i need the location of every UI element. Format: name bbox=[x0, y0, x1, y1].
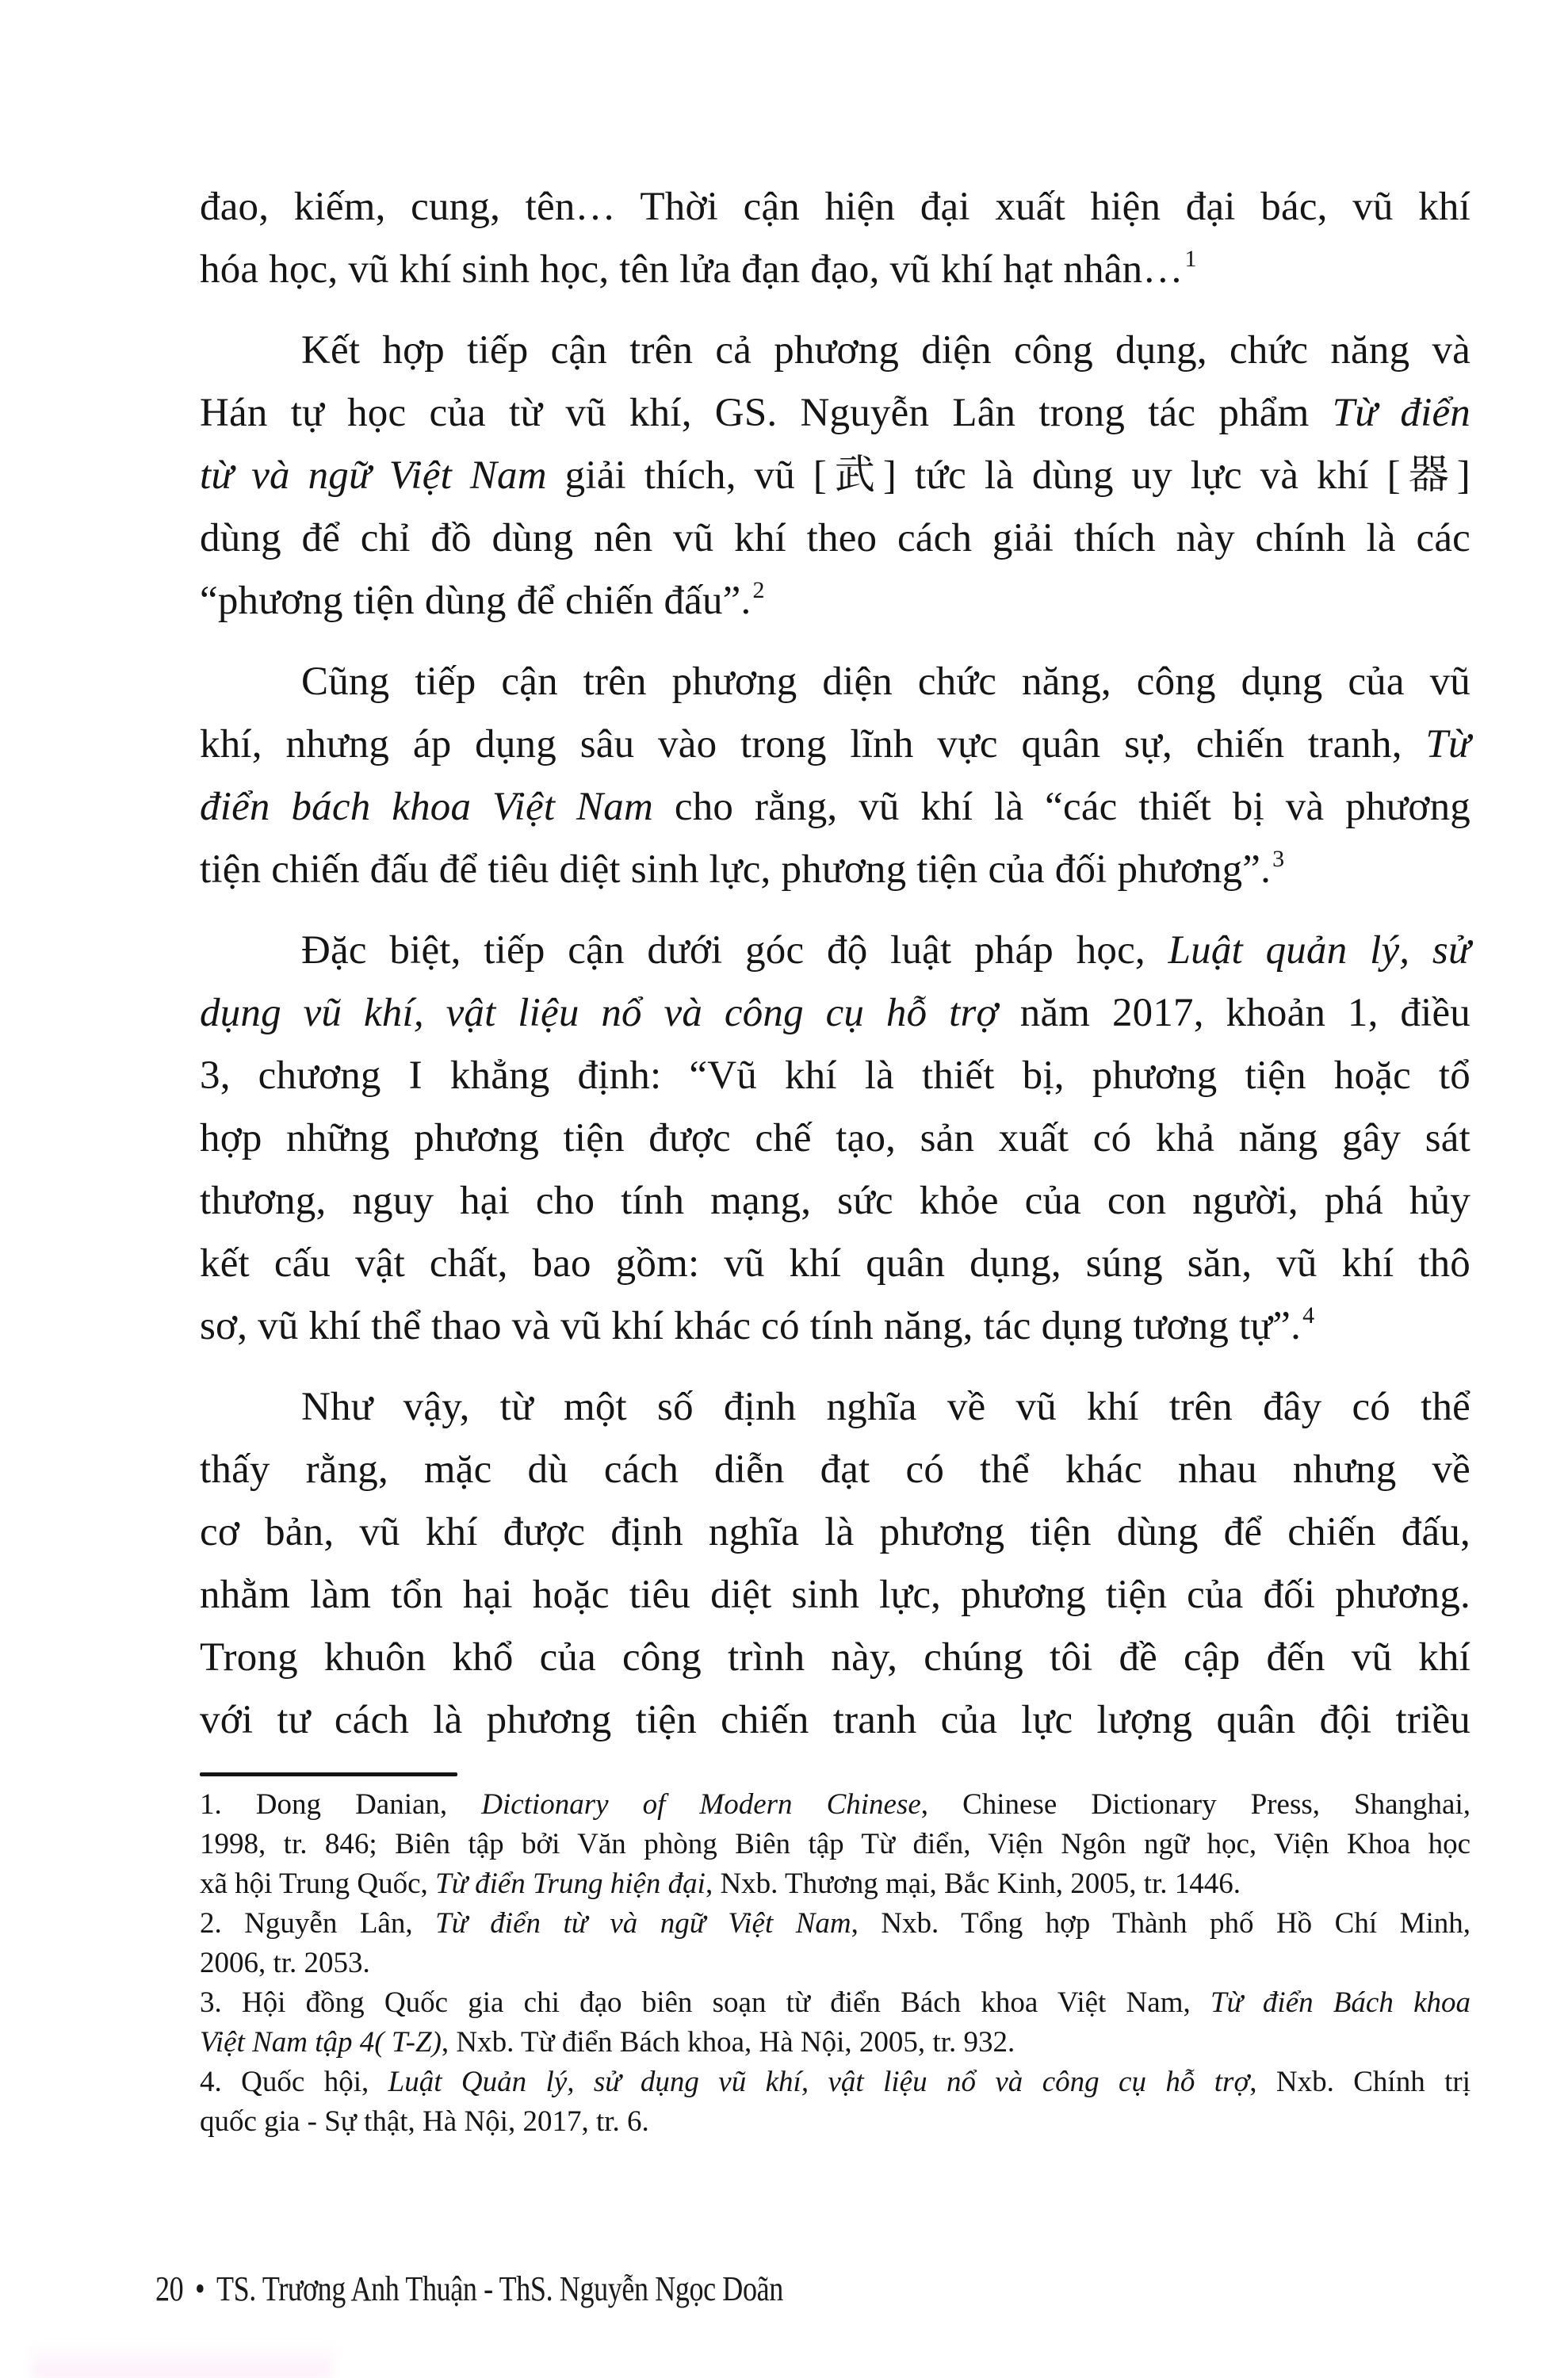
text-run: , Chinese Dictionary Press, Shanghai, bbox=[920, 1788, 1470, 1821]
text-run: 1. Dong Danian, bbox=[200, 1788, 482, 1821]
footnote-line bbox=[200, 1785, 1470, 1825]
footnotes-section bbox=[200, 1785, 1470, 2142]
footnote-line bbox=[200, 1944, 1470, 1983]
italic-title-text: điển bách khoa Việt Nam bbox=[200, 785, 654, 829]
paragraph bbox=[200, 651, 1470, 901]
text-line bbox=[200, 1170, 1470, 1233]
text-run: giải thích, vũ [武] tức là dùng uy lực và khí [器] bbox=[546, 453, 1470, 498]
footnote-item bbox=[200, 1904, 1470, 1983]
footnote-line bbox=[200, 2023, 1470, 2063]
text-line bbox=[200, 1501, 1470, 1564]
italic-title-text: Từ bbox=[1425, 722, 1470, 767]
text-line bbox=[200, 651, 1470, 713]
footnote-item bbox=[200, 1785, 1470, 1904]
text-run: sơ, vũ khí thể thao và vũ khí khác có tính năng, tác dụng tương tự”. bbox=[200, 1304, 1302, 1348]
text-run: 2006, tr. 2053. bbox=[200, 1947, 370, 1979]
text-line bbox=[200, 1689, 1470, 1752]
footnote-line bbox=[200, 1904, 1470, 1944]
text-line bbox=[200, 239, 1470, 301]
italic-title-text: Luật Quản lý, sử dụng vũ khí, vật liệu nổ và công cụ hỗ trợ bbox=[388, 2066, 1250, 2098]
scan-smudge bbox=[32, 2342, 333, 2378]
text-run: thương, nguy hại cho tính mạng, sức khỏe của con người, phá hủy bbox=[200, 1179, 1470, 1223]
text-run: thấy rằng, mặc dù cách diễn đạt có thể khác nhau nhưng về bbox=[200, 1447, 1470, 1492]
text-run: , Nxb. Thương mại, Bắc Kinh, 2005, tr. 1446. bbox=[705, 1868, 1241, 1900]
text-run: cho rằng, vũ khí là “các thiết bị và phương bbox=[653, 785, 1470, 829]
text-run: “phương tiện dùng để chiến đấu”. bbox=[200, 579, 751, 623]
text-line bbox=[200, 1439, 1470, 1501]
paragraph-gap bbox=[200, 301, 1470, 319]
footnote-reference: 2 bbox=[752, 577, 765, 603]
text-run: Đặc biệt, tiếp cận dưới góc độ luật pháp học, bbox=[301, 928, 1168, 973]
italic-title-text: Từ điển từ và ngữ Việt Nam bbox=[435, 1907, 851, 1940]
footer-bullet: • bbox=[195, 2269, 205, 2308]
text-run: với tư cách là phương tiện chiến tranh của lực lượng quân đội triều bbox=[200, 1698, 1470, 1742]
text-run: dùng để chỉ đồ dùng nên vũ khí theo cách giải thích này chính là các bbox=[200, 516, 1470, 560]
footnote-line bbox=[200, 1983, 1470, 2023]
text-line bbox=[200, 570, 1470, 633]
footnote-item bbox=[200, 2063, 1470, 2142]
footnote-separator bbox=[200, 1772, 457, 1776]
text-line bbox=[200, 839, 1470, 901]
text-run: Như vậy, từ một số định nghĩa về vũ khí trên đây có thể bbox=[301, 1385, 1470, 1429]
italic-title-text: Từ điển Bách khoa bbox=[1210, 1986, 1470, 2019]
text-run: xã hội Trung Quốc, bbox=[200, 1868, 436, 1900]
paragraph bbox=[200, 919, 1470, 1358]
footnote-reference: 4 bbox=[1302, 1302, 1315, 1329]
text-run: kết cấu vật chất, bao gồm: vũ khí quân dụng, súng săn, vũ khí thô bbox=[200, 1241, 1470, 1286]
text-run: tiện chiến đấu để tiêu diệt sinh lực, phương tiện của đối phương”. bbox=[200, 847, 1272, 892]
text-run: cơ bản, vũ khí được định nghĩa là phương tiện dùng để chiến đấu, bbox=[200, 1510, 1470, 1554]
text-run: hợp những phương tiện được chế tạo, sản xuất có khả năng gây sát bbox=[200, 1116, 1470, 1160]
text-line bbox=[200, 982, 1470, 1045]
text-run: nhằm làm tổn hại hoặc tiêu diệt sinh lực, phương tiện của đối phương. bbox=[200, 1573, 1470, 1617]
text-line bbox=[200, 1045, 1470, 1107]
text-line bbox=[200, 919, 1470, 982]
italic-title-text: Từ điển bbox=[1332, 391, 1470, 435]
text-run: 2. Nguyễn Lân, bbox=[200, 1907, 436, 1940]
text-line bbox=[200, 319, 1470, 382]
text-run: hóa học, vũ khí sinh học, tên lửa đạn đạo, vũ khí hạt nhân… bbox=[200, 247, 1184, 292]
text-run: khí, nhưng áp dụng sâu vào trong lĩnh vực quân sự, chiến tranh, bbox=[200, 722, 1426, 767]
text-line bbox=[200, 382, 1470, 445]
footnote-reference: 3 bbox=[1272, 846, 1285, 872]
footnote-line bbox=[200, 2102, 1470, 2142]
italic-title-text: từ và ngữ Việt Nam bbox=[200, 453, 547, 498]
text-line bbox=[200, 1107, 1470, 1170]
text-line bbox=[200, 1376, 1470, 1439]
paragraph-gap bbox=[200, 1358, 1470, 1376]
text-line bbox=[200, 445, 1470, 507]
text-line bbox=[200, 176, 1470, 239]
text-run: 3. Hội đồng Quốc gia chi đạo biên soạn từ điển Bách khoa Việt Nam, bbox=[200, 1986, 1210, 2019]
footnote-item bbox=[200, 1983, 1470, 2063]
footer-authors: TS. Trương Anh Thuận - ThS. Nguyễn Ngọc Doãn bbox=[216, 2269, 783, 2308]
footnote-line bbox=[200, 1864, 1470, 1904]
page-number: 20 bbox=[155, 2269, 184, 2308]
italic-title-text: Việt Nam tập 4( T-Z) bbox=[200, 2026, 442, 2059]
running-footer bbox=[155, 2269, 783, 2309]
main-body-text bbox=[200, 176, 1470, 1752]
italic-title-text: Luật quản lý, sử bbox=[1168, 928, 1470, 973]
footnote-line bbox=[200, 1825, 1470, 1864]
text-run: 4. Quốc hội, bbox=[200, 2066, 388, 2098]
text-line bbox=[200, 1627, 1470, 1689]
text-run: 1998, tr. 846; Biên tập bởi Văn phòng Biên tập Từ điển, Viện Ngôn ngữ học, Viện Khoa học bbox=[200, 1828, 1470, 1860]
text-line bbox=[200, 1295, 1470, 1358]
paragraph-gap bbox=[200, 633, 1470, 651]
text-run: , Nxb. Từ điển Bách khoa, Hà Nội, 2005, tr. 932. bbox=[441, 2026, 1015, 2059]
text-run: , Nxb. Tổng hợp Thành phố Hồ Chí Minh, bbox=[851, 1907, 1470, 1940]
text-line bbox=[200, 1564, 1470, 1627]
paragraph-gap bbox=[200, 901, 1470, 919]
paragraph bbox=[200, 176, 1470, 301]
text-run: Trong khuôn khổ của công trình này, chúng tôi đề cập đến vũ khí bbox=[200, 1635, 1470, 1680]
text-run: Kết hợp tiếp cận trên cả phương diện công dụng, chức năng và bbox=[301, 328, 1470, 373]
text-line bbox=[200, 776, 1470, 839]
paragraph bbox=[200, 319, 1470, 633]
footnote-reference: 1 bbox=[1184, 246, 1197, 272]
text-run: Cũng tiếp cận trên phương diện chức năng, công dụng của vũ bbox=[301, 659, 1470, 704]
text-run: đao, kiếm, cung, tên… Thời cận hiện đại xuất hiện đại bác, vũ khí bbox=[200, 185, 1470, 229]
text-line bbox=[200, 713, 1470, 776]
italic-title-text: Từ điển Trung hiện đại bbox=[435, 1868, 706, 1900]
text-line bbox=[200, 507, 1470, 570]
text-run: 3, chương I khẳng định: “Vũ khí là thiết bị, phương tiện hoặc tổ bbox=[200, 1053, 1470, 1098]
text-run: năm 2017, khoản 1, điều bbox=[997, 991, 1470, 1035]
italic-title-text: Dictionary of Modern Chinese bbox=[481, 1788, 921, 1821]
text-line bbox=[200, 1233, 1470, 1295]
text-run: , Nxb. Chính trị bbox=[1249, 2066, 1470, 2098]
footnote-line bbox=[200, 2063, 1470, 2102]
text-run: quốc gia - Sự thật, Hà Nội, 2017, tr. 6. bbox=[200, 2105, 649, 2138]
italic-title-text: dụng vũ khí, vật liệu nổ và công cụ hỗ trợ bbox=[200, 991, 998, 1035]
paragraph bbox=[200, 1376, 1470, 1752]
text-run: Hán tự học của từ vũ khí, GS. Nguyễn Lân trong tác phẩm bbox=[200, 391, 1333, 435]
